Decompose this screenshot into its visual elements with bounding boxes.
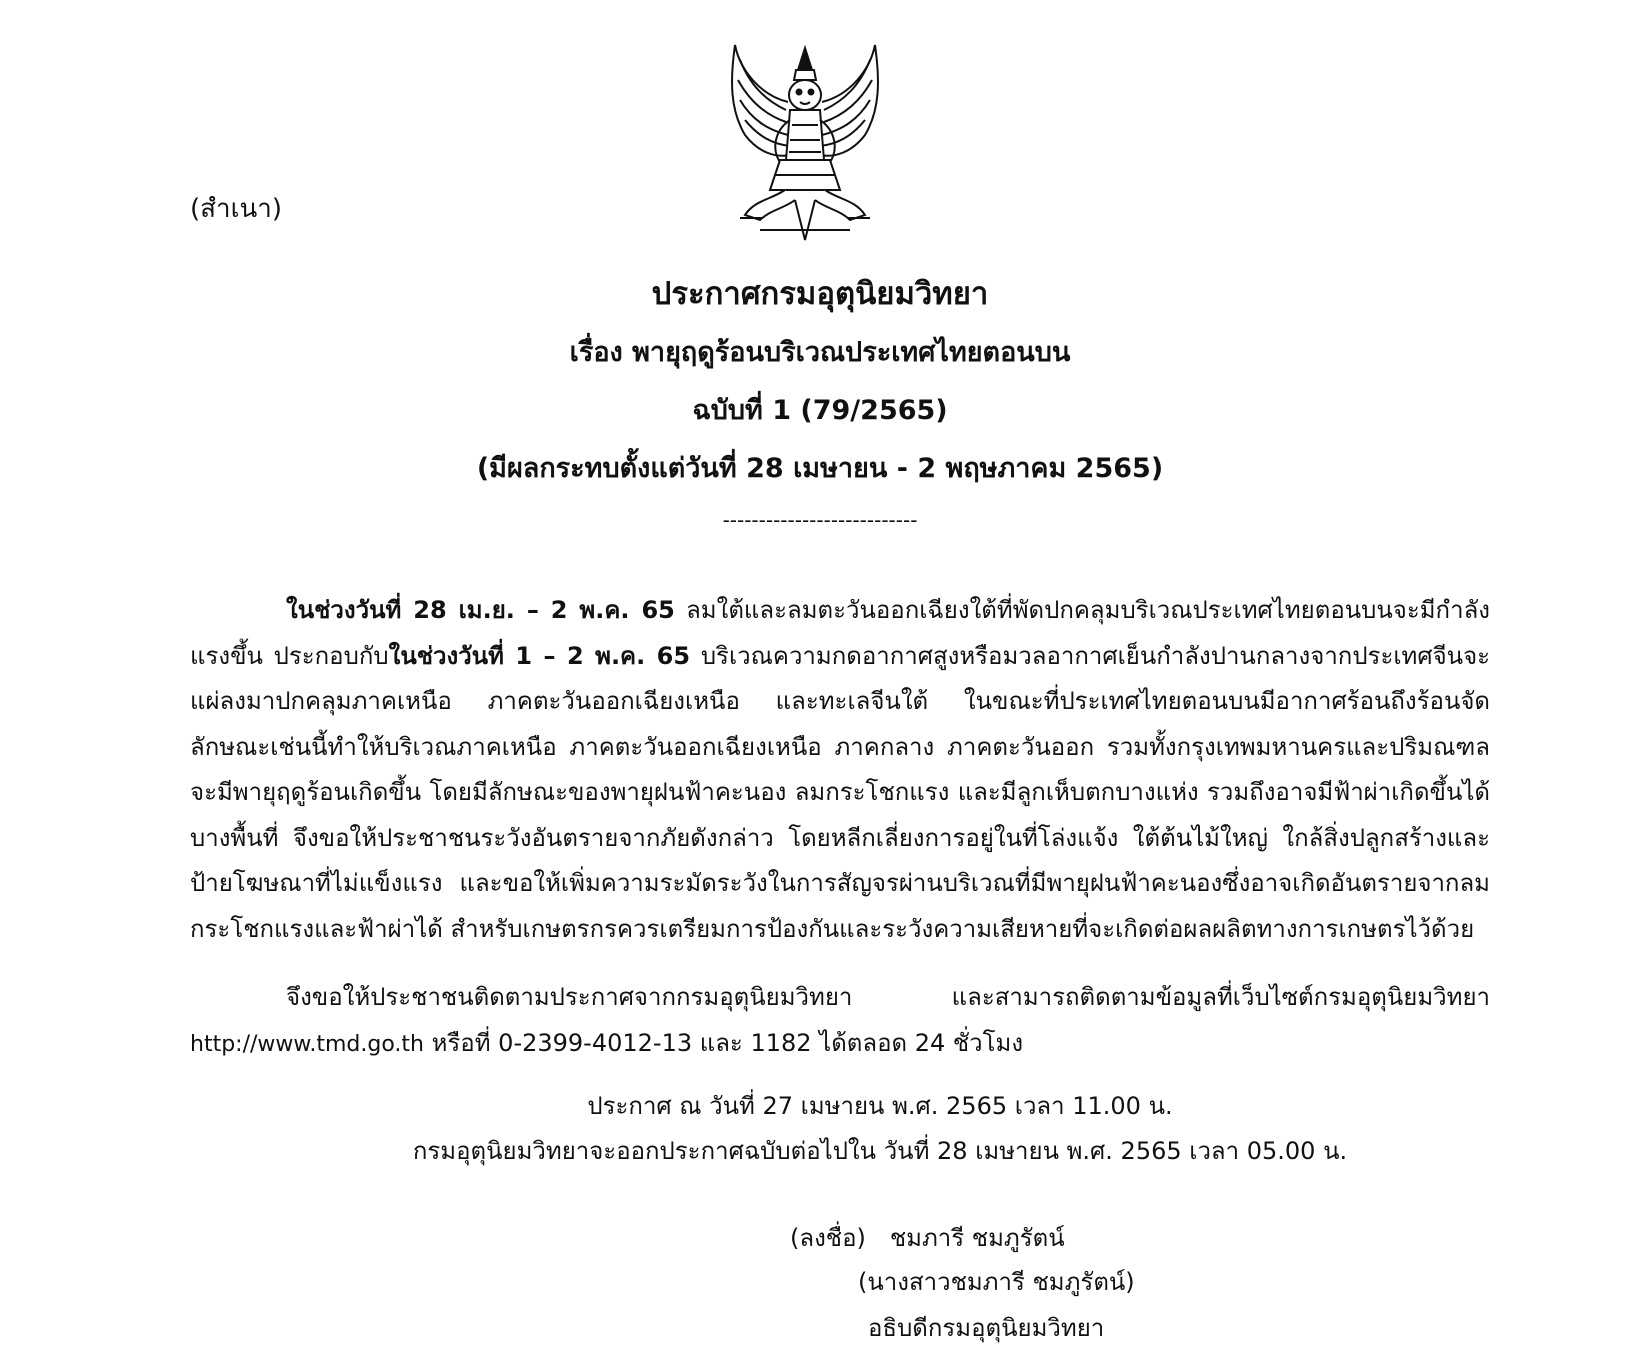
- copy-mark: (สำเนา): [190, 194, 283, 224]
- paragraph-contact-text: จึงขอให้ประชาชนติดตามประกาศจากกรมอุตุนิยมวิทยา และสามารถติดตามข้อมูลที่เว็บไซต์กรมอุตุนิยมวิทยา: [286, 983, 1490, 1011]
- document-effective-period: (มีผลกระทบตั้งแต่วันที่ 28 เมษายน - 2 พฤษภาคม 2565): [476, 453, 1164, 484]
- paragraph-main-text-a: ลมใต้และลมตะวันออกเฉียงใต้ที่พัดปกคลุมบริเวณประเทศไทยตอนบนจะมีกำลังแรงขึ้น ประกอบกับ: [190, 596, 1490, 670]
- next-announcement: กรมอุตุนิยมวิทยาจะออกประกาศฉบับต่อไปใน วันที่ 28 เมษายน พ.ศ. 2565 เวลา 05.00 น.: [412, 1137, 1348, 1165]
- document-title: ประกาศกรมอุตุนิยมวิทยา: [651, 276, 989, 312]
- signatory-position: อธิบดีกรมอุตุนิยมวิทยา: [868, 1314, 1105, 1342]
- separator-line: ---------------------------: [722, 508, 918, 532]
- announcement-date: ประกาศ ณ วันที่ 27 เมษายน พ.ศ. 2565 เวลา 11.00 น.: [587, 1092, 1173, 1120]
- garuda-emblem-icon: [700, 40, 910, 245]
- paragraph-contact: [190, 975, 1490, 1067]
- signed-name: ชมภารี ชมภูรัตน์: [889, 1224, 1065, 1252]
- signatory-full-name: (นางสาวชมภารี ชมภูรัตน์): [858, 1268, 1135, 1296]
- paragraph-main-text-b: บริเวณความกดอากาศสูงหรือมวลอากาศเย็นกำลังปานกลางจากประเทศจีนจะแผ่ลงมาปกคลุมภาคเหนือ ภาคตะวันออกเฉียงเหนือ และทะเลจีนใต้ ในขณะที่ประเทศไทยตอนบนมีอากาศร้อนถึงร้อนจัด ลักษณะเช่นนี้ทำให้บริเวณภาคเหนือ ภาคตะวันออกเฉียงเหนือ ภาคกลาง ภาคตะวันออก รวมทั้งกรุงเทพมหานครและปริมณฑล จะมีพายุฤดูร้อนเกิดขึ้น โดยมีลักษณะของพายุฝนฟ้าคะนอง ลมกระโชกแรง และมีลูกเห็บตกบางแห่ง รวมถึงอาจมีฟ้าผ่าเกิดขึ้นได้บางพื้นที่ จึงขอให้ประชาชนระวังอันตรายจากภัยดังกล่าว โดยหลีกเลี่ยงการอยู่ในที่โล่งแจ้ง ใต้ต้นไม้ใหญ่ ใกล้สิ่งปลูกสร้างและป้ายโฆษณาที่ไม่แข็งแรง และขอให้เพิ่มความระมัดระวังในการสัญจรผ่านบริเวณที่มีพายุฝนฟ้าคะนองซึ่งอาจเกิดอันตรายจากลมกระโชกแรงและฟ้าผ่าได้ สำหรับเกษตรกรควรเตรียมการป้องกันและระวังความเสียหายที่จะเกิดต่อผลผลิตทางการเกษตรไว้ด้วย: [190, 641, 1491, 943]
- paragraph-contact-text-after: หรือที่ 0-2399-4012-13 และ 1182 ได้ตลอด 24 ชั่วโมง: [423, 1028, 1024, 1057]
- paragraph-main-bold-a: ในช่วงวันที่ 28 เม.ย. – 2 พ.ค. 65: [286, 596, 675, 624]
- document-issue-number: ฉบับที่ 1 (79/2565): [692, 395, 948, 426]
- signed-label: (ลงชื่อ): [790, 1224, 866, 1252]
- website-link[interactable]: http://www.tmd.go.th: [190, 1031, 424, 1057]
- paragraph-main-bold-b: ในช่วงวันที่ 1 – 2 พ.ค. 65: [388, 641, 691, 670]
- signature-line: [790, 1218, 1065, 1257]
- paragraph-main: [190, 588, 1490, 952]
- document-subject: เรื่อง พายุฤดูร้อนบริเวณประเทศไทยตอนบน: [569, 337, 1071, 368]
